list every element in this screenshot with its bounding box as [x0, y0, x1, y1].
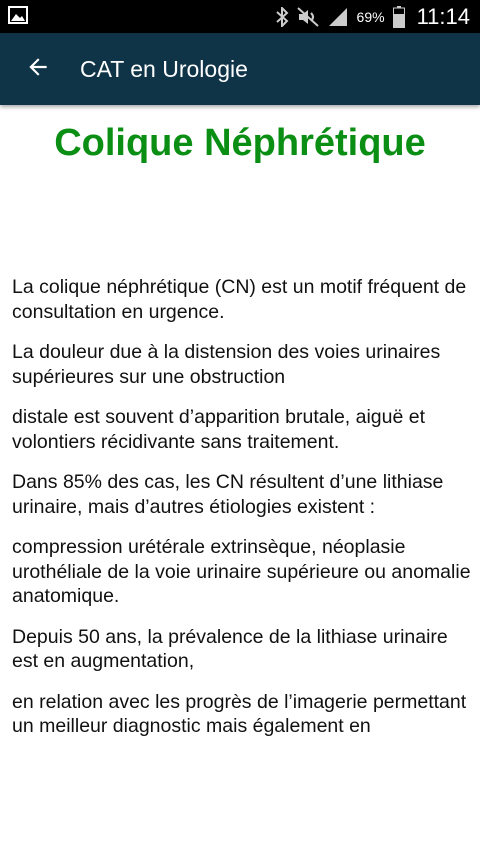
- gallery-icon: [8, 6, 28, 24]
- mute-icon: [297, 7, 319, 27]
- paragraph: La douleur due à la distension des voies urinaires supérieures sur une obstruction: [12, 341, 441, 388]
- article-content[interactable]: [0, 105, 480, 853]
- signal-icon: [327, 7, 349, 27]
- paragraph: La colique néphrétique (CN) est un motif fréquent de consultation en urgence.: [12, 276, 467, 323]
- clock: 11:14: [416, 3, 470, 29]
- paragraph: en relation avec les progrès de l’imagerie permettant un meilleur diagnostic mais également en: [12, 690, 467, 737]
- paragraph: Dans 85% des cas, les CN résultent d’une lithiase urinaire, mais d’autres étiologies existent :: [12, 471, 444, 518]
- app-title: CAT en Urologie: [80, 55, 248, 82]
- page-title: Colique Néphrétique: [54, 122, 426, 164]
- paragraph: Depuis 50 ans, la prévalence de la lithiase urinaire est en augmentation,: [12, 625, 448, 672]
- paragraph: compression urétérale extrinsèque, néoplasie urothéliale de la voie urinaire supérieure ou anomalie anatomique.: [12, 536, 471, 607]
- arrow-back-icon: [25, 54, 51, 85]
- battery-percent: 69%: [356, 8, 385, 25]
- paragraph: distale est souvent d’apparition brutale, aiguë et volontiers récidivante sans traitement.: [12, 406, 426, 453]
- bluetooth-icon: [275, 7, 289, 27]
- status-bar: [0, 0, 480, 33]
- app-bar: [0, 33, 480, 105]
- back-button[interactable]: [18, 49, 58, 89]
- status-icons: [275, 0, 470, 33]
- article-body: [12, 275, 472, 755]
- battery-icon: [393, 6, 405, 28]
